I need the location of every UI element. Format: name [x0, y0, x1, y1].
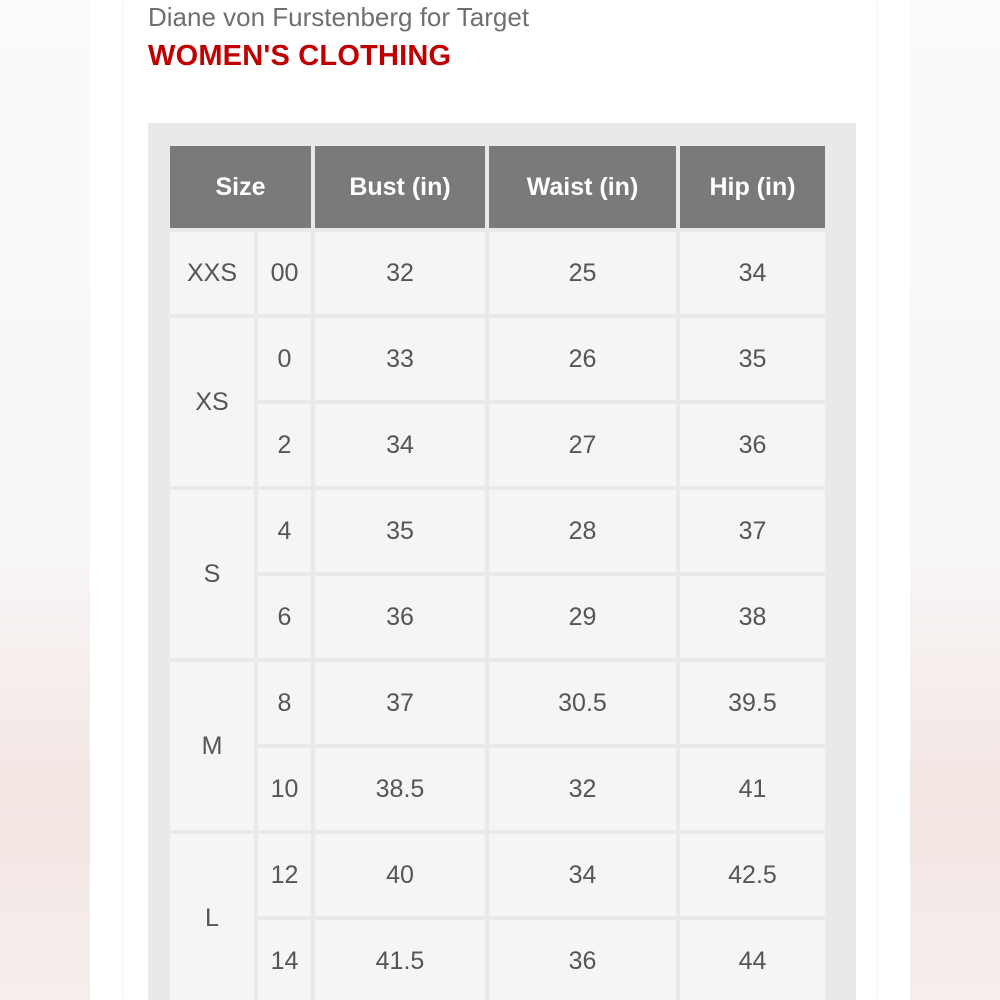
- table-row: [170, 318, 825, 400]
- size-chart: [148, 123, 856, 1000]
- size-table: [166, 142, 829, 1000]
- size-label: XXS: [170, 232, 254, 314]
- table-row: [170, 920, 825, 1000]
- waist-value: 28: [489, 490, 676, 572]
- column-header-waist: Waist (in): [489, 146, 676, 228]
- numeric-size: 14: [258, 920, 311, 1000]
- bust-value: 33: [315, 318, 485, 400]
- numeric-size: 12: [258, 834, 311, 916]
- numeric-size: 6: [258, 576, 311, 658]
- numeric-size: 4: [258, 490, 311, 572]
- waist-value: 36: [489, 920, 676, 1000]
- hip-value: 42.5: [680, 834, 825, 916]
- table-row: [170, 404, 825, 486]
- hip-value: 36: [680, 404, 825, 486]
- table-row: [170, 834, 825, 916]
- column-header-size: Size: [170, 146, 311, 228]
- brand-subtitle: Diane von Furstenberg for Target: [148, 2, 530, 32]
- bust-value: 32: [315, 232, 485, 314]
- column-header-bust: Bust (in): [315, 146, 485, 228]
- waist-value: 29: [489, 576, 676, 658]
- bust-value: 41.5: [315, 920, 485, 1000]
- numeric-size: 10: [258, 748, 311, 830]
- waist-value: 34: [489, 834, 676, 916]
- waist-value: 30.5: [489, 662, 676, 744]
- hip-value: 41: [680, 748, 825, 830]
- bust-value: 37: [315, 662, 485, 744]
- numeric-size: 00: [258, 232, 311, 314]
- numeric-size: 2: [258, 404, 311, 486]
- hip-value: 37: [680, 490, 825, 572]
- table-row: [170, 662, 825, 744]
- bust-value: 36: [315, 576, 485, 658]
- table-header-row: [170, 146, 825, 228]
- table-row: [170, 232, 825, 314]
- numeric-size: 0: [258, 318, 311, 400]
- hip-value: 34: [680, 232, 825, 314]
- hip-value: 39.5: [680, 662, 825, 744]
- waist-value: 27: [489, 404, 676, 486]
- table-row: [170, 490, 825, 572]
- bust-value: 40: [315, 834, 485, 916]
- table-row: [170, 576, 825, 658]
- hip-value: 35: [680, 318, 825, 400]
- numeric-size: 8: [258, 662, 311, 744]
- right-background: [900, 0, 1000, 1000]
- page-title: WOMEN'S CLOTHING: [148, 40, 452, 72]
- size-label: M: [170, 662, 254, 830]
- hip-value: 38: [680, 576, 825, 658]
- bust-value: 38.5: [315, 748, 485, 830]
- size-label: S: [170, 490, 254, 658]
- waist-value: 26: [489, 318, 676, 400]
- bust-value: 34: [315, 404, 485, 486]
- waist-value: 25: [489, 232, 676, 314]
- table-row: [170, 748, 825, 830]
- left-background: [0, 0, 100, 1000]
- column-header-hip: Hip (in): [680, 146, 825, 228]
- hip-value: 44: [680, 920, 825, 1000]
- size-label: XS: [170, 318, 254, 486]
- waist-value: 32: [489, 748, 676, 830]
- bust-value: 35: [315, 490, 485, 572]
- size-label: L: [170, 834, 254, 1000]
